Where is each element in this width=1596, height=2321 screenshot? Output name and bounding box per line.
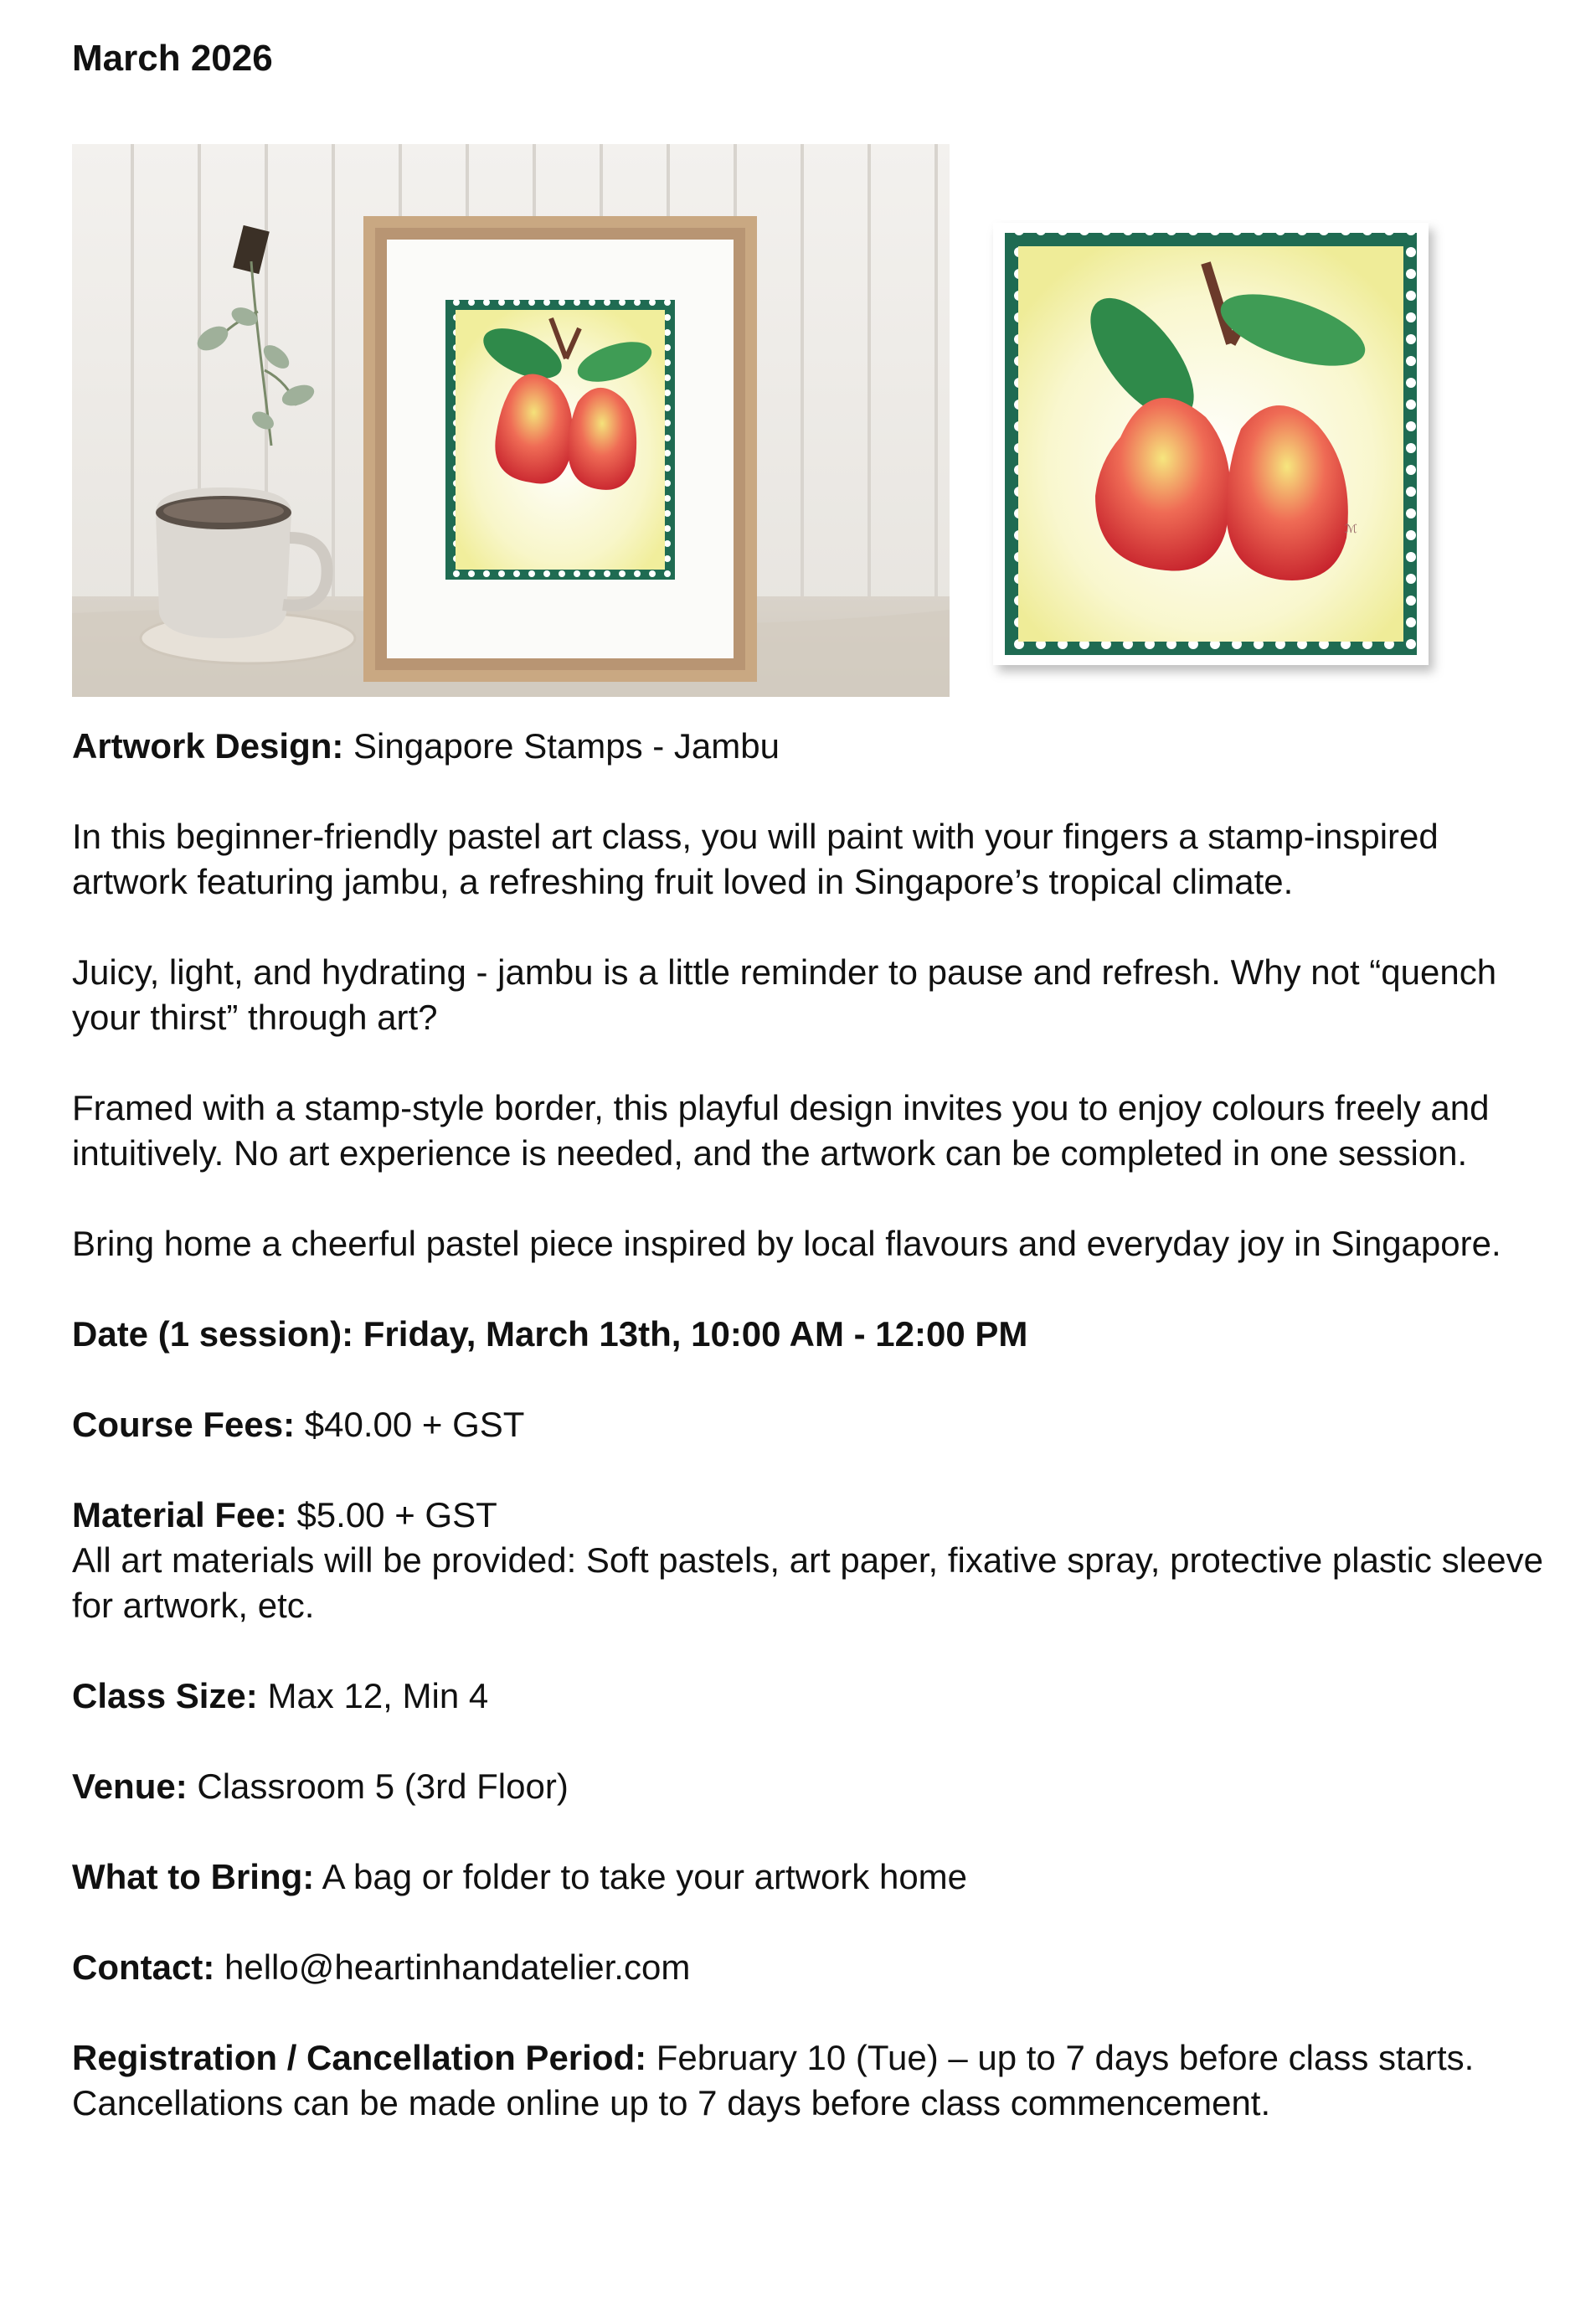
class-details	[72, 724, 1554, 2171]
contact-email: hello@heartinhandatelier.com	[224, 1947, 691, 1987]
class-date	[72, 1312, 1554, 1357]
course-fees-value: $40.00 + GST	[304, 1405, 525, 1444]
venue	[72, 1764, 1554, 1809]
artwork-value: Singapore Stamps - Jambu	[353, 726, 780, 766]
artwork-label: Artwork Design:	[72, 726, 344, 766]
contact	[72, 1945, 1554, 1990]
material-fee-value: $5.00 + GST	[296, 1495, 497, 1534]
registration-label: Registration / Cancellation Period:	[72, 2038, 647, 2077]
material-fee-line	[72, 1493, 1554, 1538]
what-to-bring	[72, 1854, 1554, 1900]
description-paragraph: Bring home a cheerful pastel piece inspired by local flavours and everyday joy in Singapore.	[72, 1224, 1501, 1263]
what-to-bring-label: What to Bring:	[72, 1857, 315, 1896]
class-size-label: Class Size:	[72, 1676, 258, 1715]
description-paragraph: Juicy, light, and hydrating - jambu is a little reminder to pause and refresh. Why not “quench your thirst” through art?	[72, 952, 1497, 1037]
class-size-value: Max 12, Min 4	[267, 1676, 489, 1715]
material-fee	[72, 1493, 1554, 1628]
venue-value: Classroom 5 (3rd Floor)	[197, 1767, 569, 1806]
contact-label: Contact:	[72, 1947, 215, 1987]
stamp-artwork-image	[986, 219, 1445, 683]
material-fee-note: All art materials will be provided: Soft pastels, art paper, fixative spray, protective plastic sleeve for artwork, etc.	[72, 1540, 1544, 1625]
page-title: March 2026	[72, 38, 273, 79]
what-to-bring-value: A bag or folder to take your artwork home	[322, 1857, 968, 1896]
artwork-design	[72, 724, 1554, 769]
registration-period	[72, 2035, 1554, 2126]
class-size	[72, 1674, 1554, 1719]
svg-text:ℳ: ℳ	[1345, 523, 1357, 536]
course-fees	[72, 1402, 1554, 1447]
description-paragraph: In this beginner-friendly pastel art class, you will paint with your fingers a stamp-inspired artwork featuring jambu, a refreshing fruit loved in Singapore’s tropical climate.	[72, 817, 1439, 901]
course-fees-label: Course Fees:	[72, 1405, 296, 1444]
venue-label: Venue:	[72, 1767, 188, 1806]
framed-artwork-photo	[72, 144, 950, 697]
date-text: Date (1 session): Friday, March 13th, 10:00 AM - 12:00 PM	[72, 1314, 1028, 1354]
registration-value: February 10 (Tue) – up to 7 days before class starts. Cancellations can be made online up to 7 days before class commencement.	[72, 2038, 1475, 2122]
description-paragraph: Framed with a stamp-style border, this playful design invites you to enjoy colours freely and intuitively. No art experience is needed, and the artwork can be completed in one session.	[72, 1088, 1490, 1173]
material-fee-label: Material Fee:	[72, 1495, 287, 1534]
